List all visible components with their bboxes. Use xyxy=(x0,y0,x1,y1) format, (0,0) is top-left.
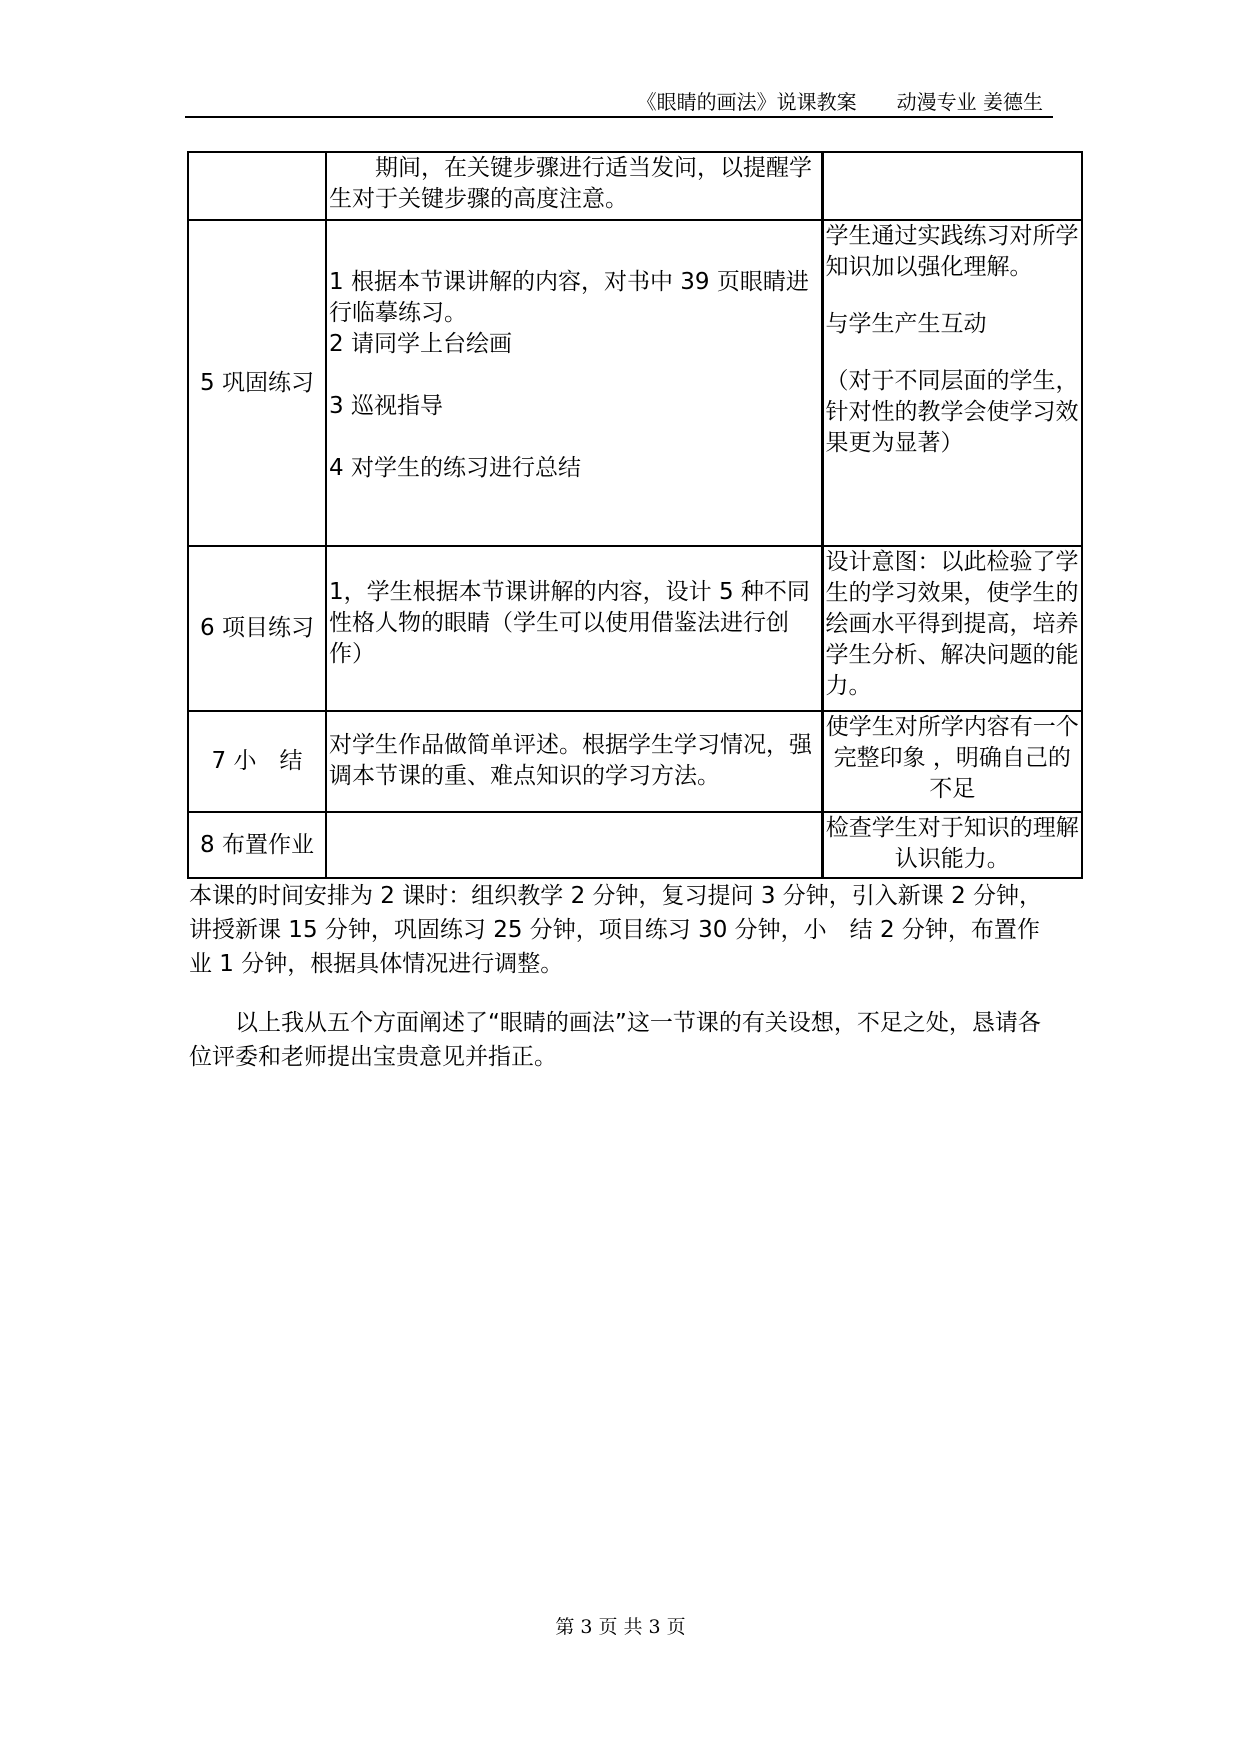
step-cell xyxy=(188,152,326,220)
intent-cell xyxy=(822,546,1082,711)
step-cell: 8 布置作业 xyxy=(188,812,326,878)
intent-cell xyxy=(822,812,1082,878)
content-paragraph: 对学生作品做简单评述。根据学生学习情况，强调本节课的重、难点知识的学习方法。 xyxy=(329,732,812,789)
content-cell xyxy=(326,812,822,878)
closing-paragraph: 以上我从五个方面阐述了“眼睛的画法”这一节课的有关设想，不足之处，恳请各位评委和老师提出宝贵意见并指正。 xyxy=(189,1010,1041,1070)
intent-paragraph: 检查学生对于知识的理解认识能力。 xyxy=(825,815,1079,872)
intent-cell xyxy=(822,220,1082,546)
intent-paragraph: （对于不同层面的学生，针对性的教学会使学习效果更为显著） xyxy=(825,368,1079,456)
step-cell: 6 项目练习 xyxy=(188,546,326,711)
content-paragraph: 1，学生根据本节课讲解的内容，设计 5 种不同性格人物的眼睛（学生可以使用借鉴法进行创作） xyxy=(329,579,810,667)
page-footer: 第 3 页 共 3 页 xyxy=(555,1616,686,1638)
content-paragraph: 2 请同学上台绘画 xyxy=(329,331,512,357)
step-cell: 7 小 结 xyxy=(188,711,326,812)
content-cell xyxy=(326,546,822,711)
table-row xyxy=(188,220,1082,546)
header-text: 《眼睛的画法》说课教案 动漫专业 姜德生 xyxy=(636,90,1043,114)
content-paragraph: 4 对学生的练习进行总结 xyxy=(329,455,581,481)
table-row xyxy=(188,812,1082,878)
content-cell xyxy=(326,711,822,812)
time-arrangement-paragraph: 本课的时间安排为 2 课时：组织教学 2 分钟，复习提问 3 分钟，引入新课 2 分钟，讲授新课 15 分钟，巩固练习 25 分钟，项目练习 30 分钟，小 结 2 分钟，布置作业 1 分钟，根据具体情况进行调整。 xyxy=(189,883,1043,977)
page-header xyxy=(185,86,1053,118)
intent-paragraph: 与学生产生互动 xyxy=(825,311,987,337)
table-row xyxy=(188,546,1082,711)
content-paragraph: 期间，在关键步骤进行适当发问，以提醒学生对于关键步骤的高度注意。 xyxy=(329,155,812,212)
step-cell: 5 巩固练习 xyxy=(188,220,326,546)
table-row xyxy=(188,152,1082,220)
intent-paragraph: 设计意图：以此检验了学生的学习效果，使学生的绘画水平得到提高，培养学生分析、解决问题的能力。 xyxy=(825,549,1079,699)
intent-paragraph: 学生通过实践练习对所学知识加以强化理解。 xyxy=(825,223,1079,280)
intent-cell xyxy=(822,711,1082,812)
content-paragraph: 3 巡视指导 xyxy=(329,393,443,419)
intent-paragraph: 使学生对所学内容有一个完整印象 ，明确自己的不足 xyxy=(825,714,1079,802)
content-cell xyxy=(326,152,822,220)
table-row xyxy=(188,711,1082,812)
intent-cell xyxy=(822,152,1082,220)
lesson-plan-table xyxy=(187,151,1083,879)
content-cell xyxy=(326,220,822,546)
content-paragraph: 1 根据本节课讲解的内容，对书中 39 页眼睛进行临摹练习。 xyxy=(329,269,809,326)
